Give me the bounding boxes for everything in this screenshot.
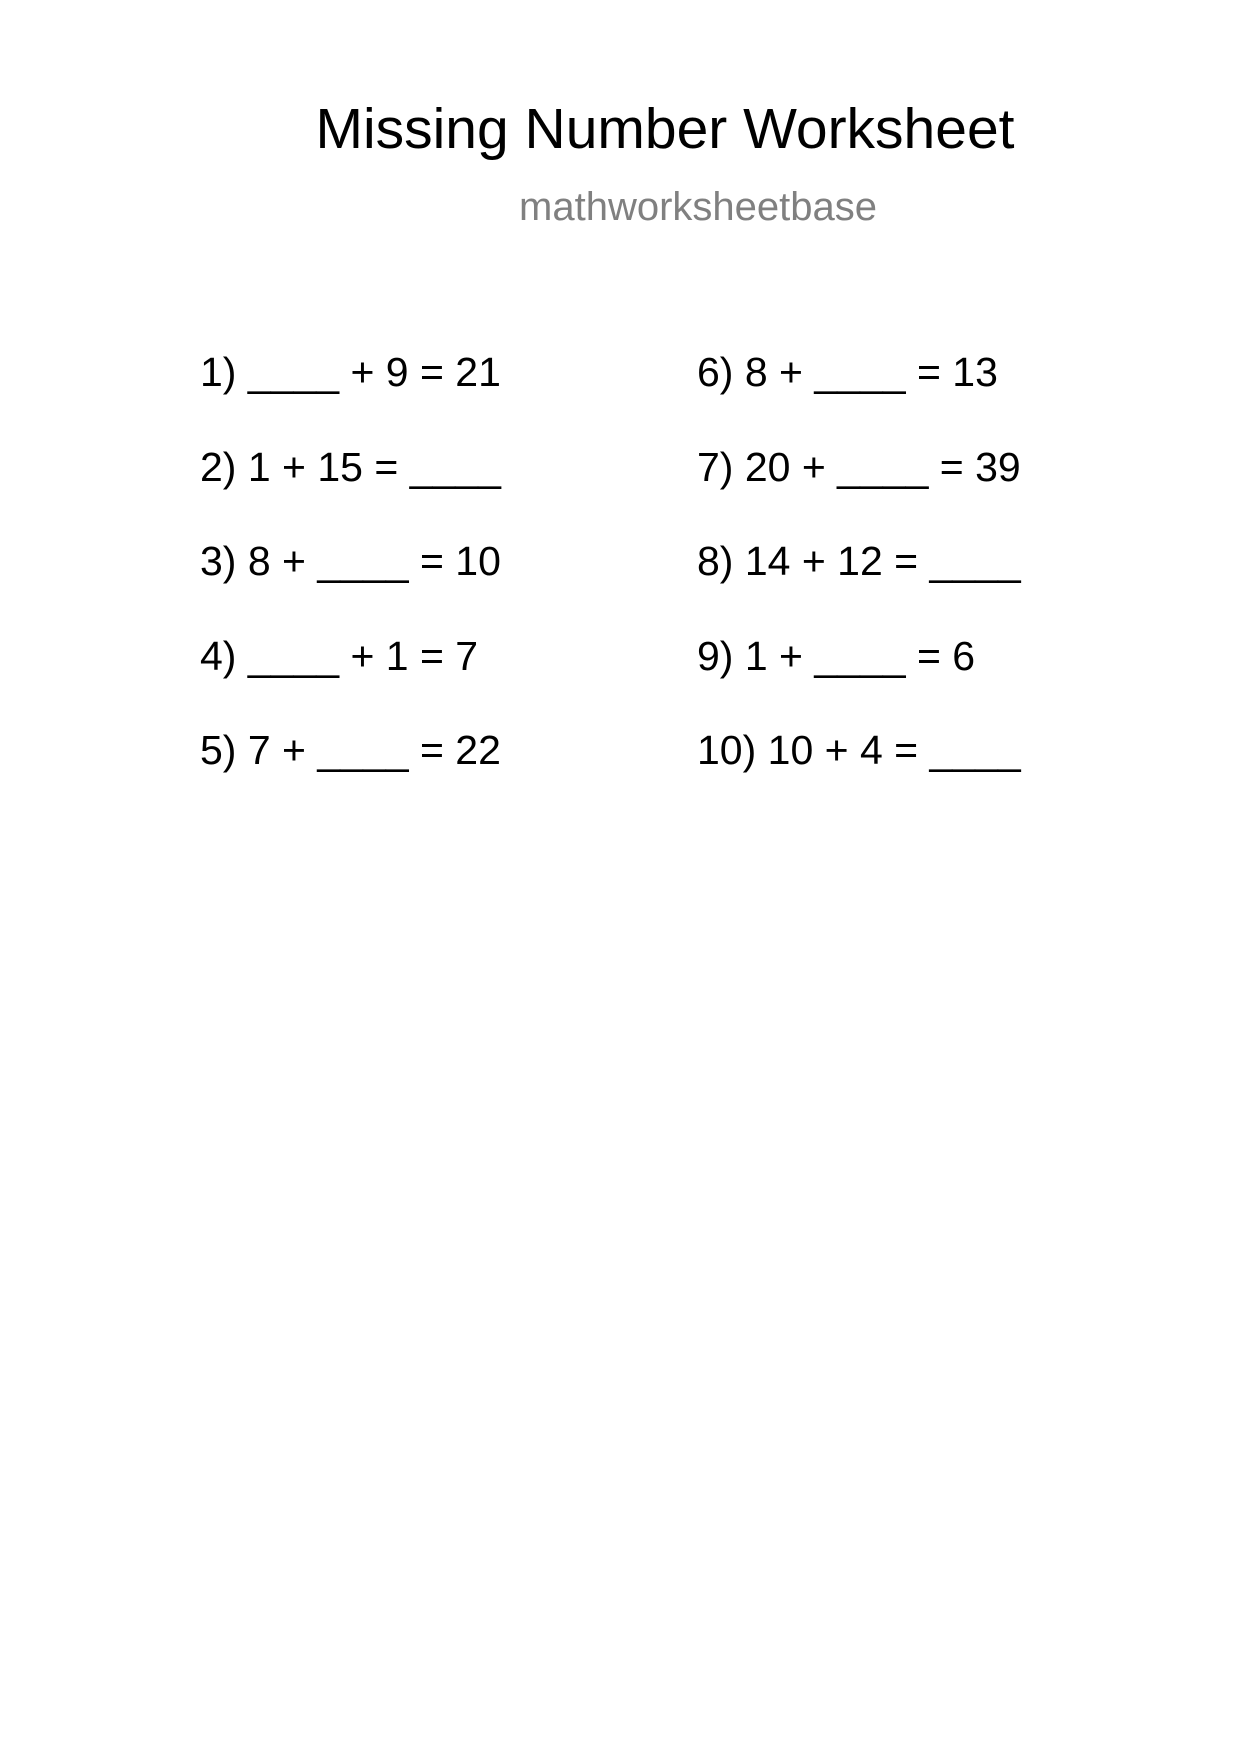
problem-10: 10) 10 + 4 = ____ bbox=[697, 727, 1021, 773]
problem-2: 2) 1 + 15 = ____ bbox=[200, 444, 501, 490]
problem-9: 9) 1 + ____ = 6 bbox=[697, 633, 976, 679]
problem-3: 3) 8 + ____ = 10 bbox=[200, 538, 501, 584]
problem-4: 4) ____ + 1 = 7 bbox=[200, 633, 479, 679]
problem-7: 7) 20 + ____ = 39 bbox=[697, 444, 1021, 490]
problem-8: 8) 14 + 12 = ____ bbox=[697, 538, 1021, 584]
problem-1: 1) ____ + 9 = 21 bbox=[200, 349, 501, 395]
page-subtitle: mathworksheetbase bbox=[519, 185, 877, 229]
page-title: Missing Number Worksheet bbox=[315, 97, 1015, 161]
problem-5: 5) 7 + ____ = 22 bbox=[200, 727, 501, 773]
problem-6: 6) 8 + ____ = 13 bbox=[697, 349, 998, 395]
